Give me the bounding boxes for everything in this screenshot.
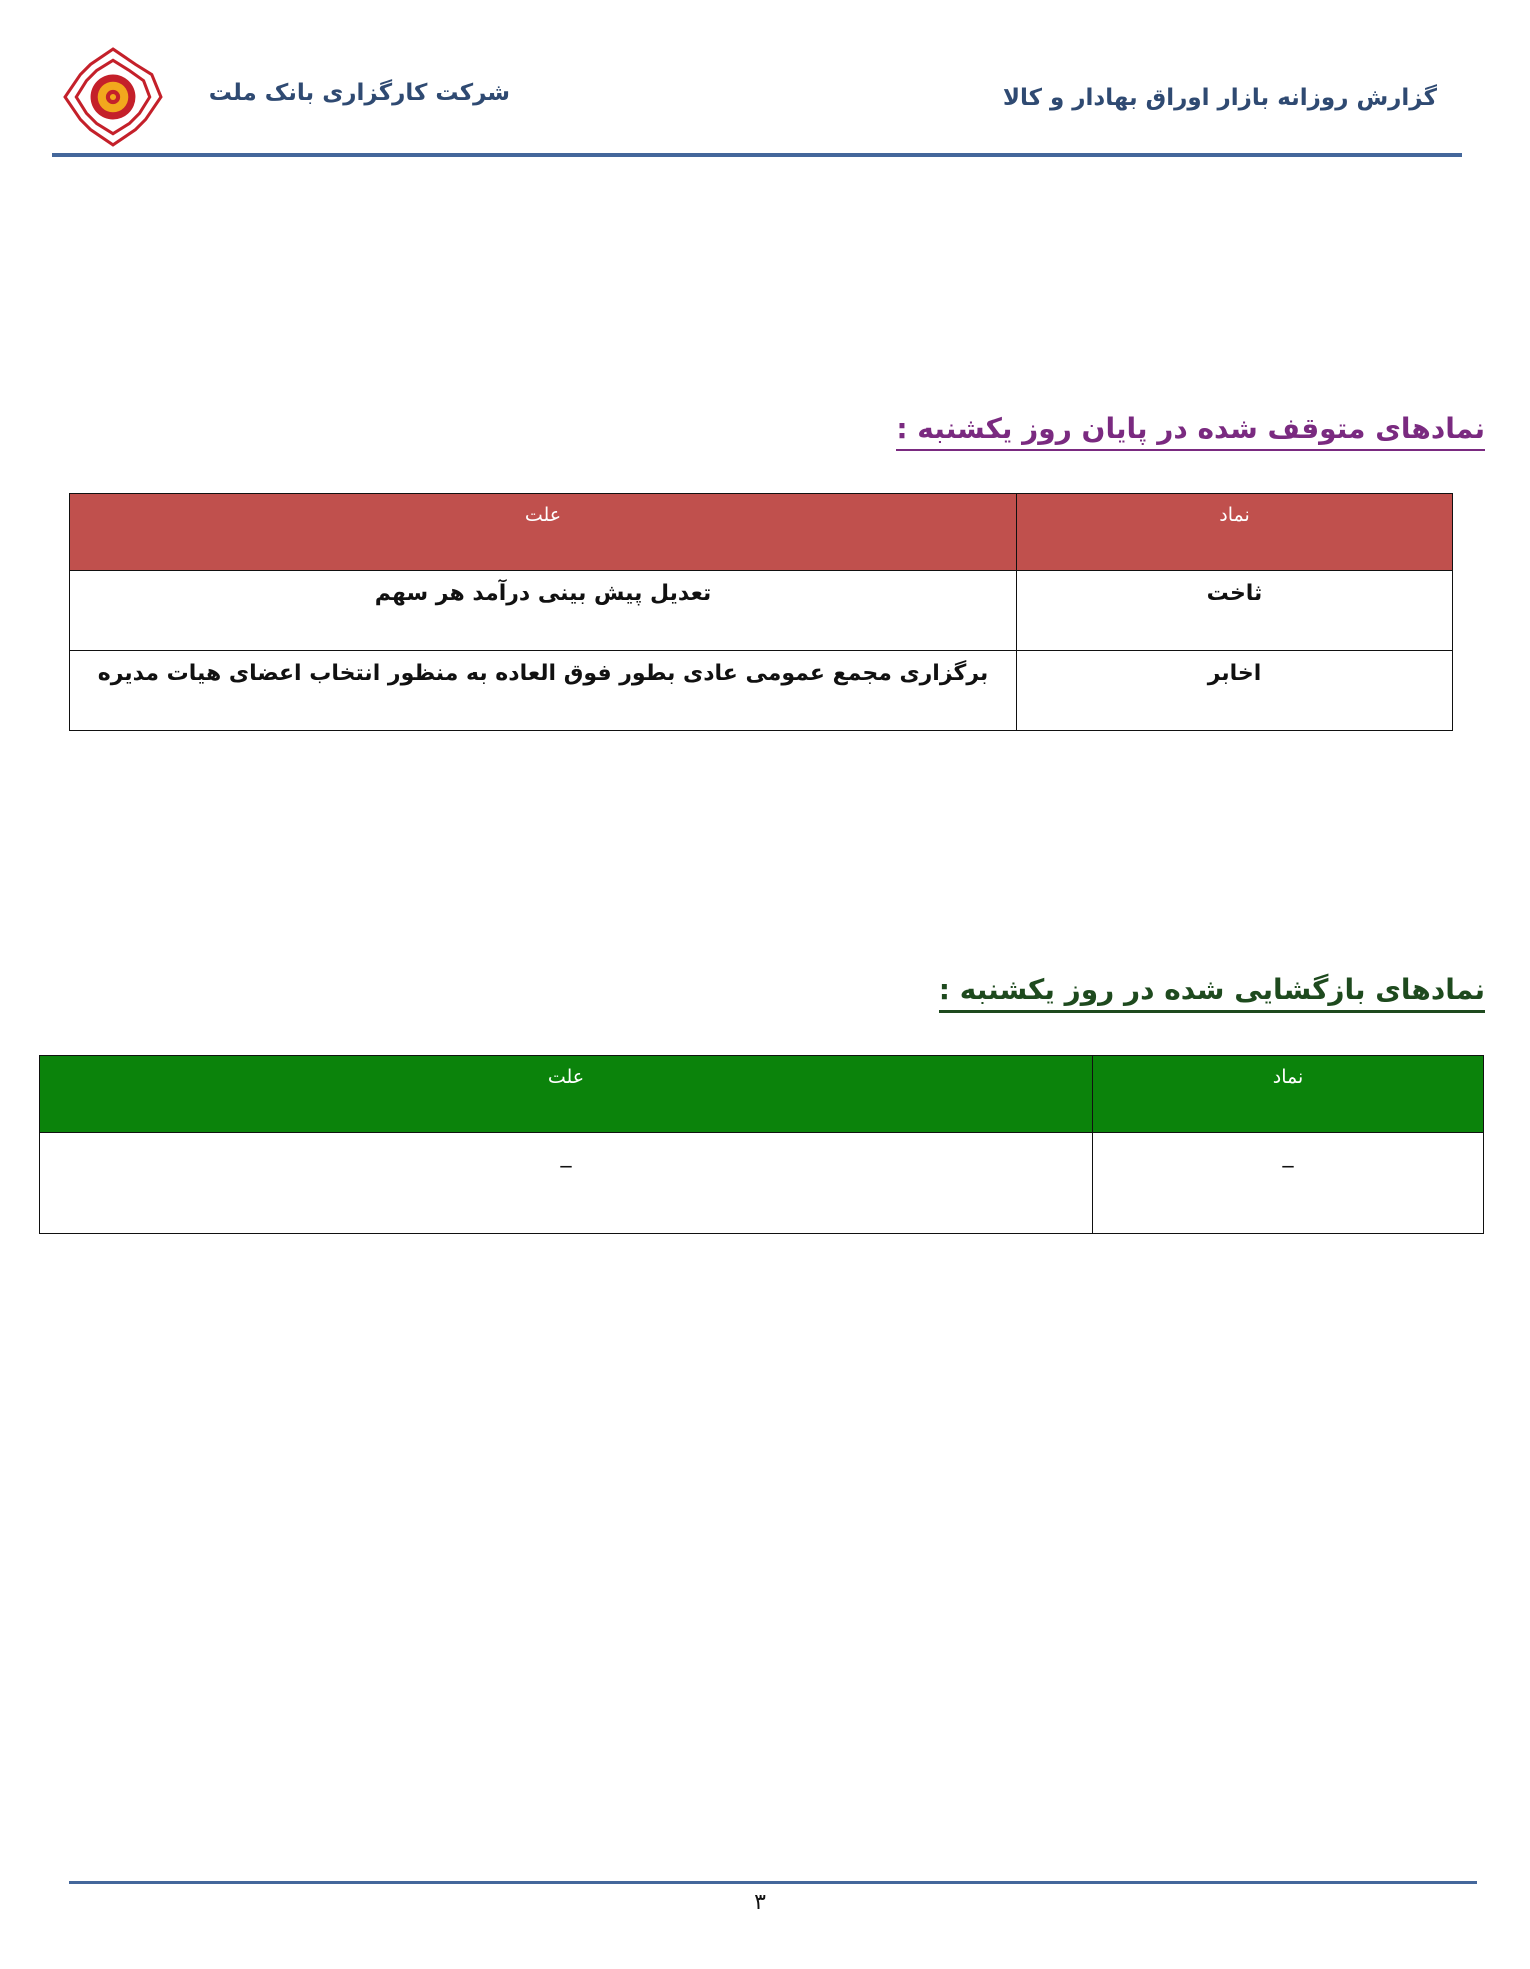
reopened-symbols-heading: نمادهای بازگشایی شده در روز یکشنبه : bbox=[939, 973, 1485, 1013]
company-name: شرکت کارگزاری بانک ملت bbox=[208, 80, 510, 106]
column-header-symbol: نماد bbox=[1093, 1056, 1484, 1133]
symbol-cell: _ bbox=[1093, 1133, 1484, 1234]
table-row bbox=[70, 651, 1453, 731]
reason-cell: تعدیل پیش بینی درآمد هر سهم bbox=[70, 571, 1017, 651]
column-header-reason: علت bbox=[70, 494, 1017, 571]
reason-cell: _ bbox=[40, 1133, 1093, 1234]
table-header-row bbox=[70, 494, 1453, 571]
symbol-cell: ثاخت bbox=[1017, 571, 1453, 651]
symbol-cell: اخابر bbox=[1017, 651, 1453, 731]
table-row bbox=[70, 571, 1453, 651]
column-header-reason: علت bbox=[40, 1056, 1093, 1133]
header-divider bbox=[52, 153, 1462, 157]
report-title: گزارش روزانه بازار اوراق بهادار و کالا bbox=[1002, 85, 1437, 111]
table-row bbox=[40, 1133, 1484, 1234]
halted-symbols-heading: نمادهای متوقف شده در پایان روز یکشنبه : bbox=[896, 412, 1485, 451]
column-header-symbol: نماد bbox=[1017, 494, 1453, 571]
reopened-symbols-table bbox=[39, 1055, 1484, 1234]
footer-divider bbox=[69, 1881, 1477, 1884]
bank-mellat-logo-icon bbox=[62, 46, 164, 148]
table-header-row bbox=[40, 1056, 1484, 1133]
page-number: ۳ bbox=[754, 1890, 766, 1915]
reason-cell: برگزاری مجمع عمومی عادی بطور فوق العاده به منظور انتخاب اعضای هیات مدیره bbox=[70, 651, 1017, 731]
halted-symbols-table bbox=[69, 493, 1453, 731]
